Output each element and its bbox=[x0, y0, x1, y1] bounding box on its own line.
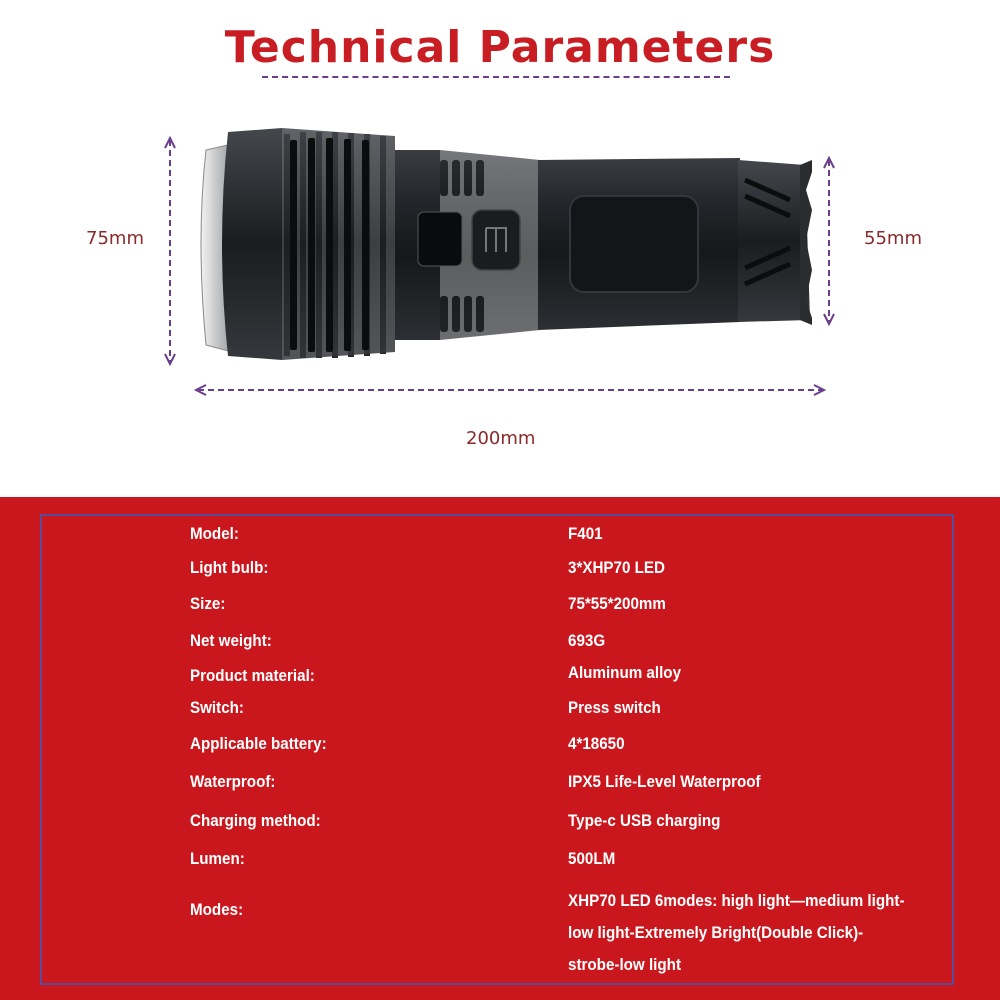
spec-value-lumen: 500LM bbox=[568, 850, 616, 868]
tail-dimension-arrow bbox=[824, 158, 834, 324]
product-image-section bbox=[0, 0, 1000, 497]
spec-label-waterproof: Waterproof: bbox=[190, 773, 276, 791]
spec-section bbox=[0, 497, 1000, 1000]
spec-label-light-bulb: Light bulb: bbox=[190, 559, 269, 577]
spec-value-material: Aluminum alloy bbox=[568, 664, 682, 682]
battery-display-icon bbox=[418, 212, 462, 266]
spec-label-modes: Modes: bbox=[190, 901, 244, 919]
spec-value-light-bulb: 3*XHP70 LED bbox=[568, 559, 666, 577]
modes-line-1: XHP70 LED 6modes: high light—medium light- bbox=[568, 892, 905, 910]
spec-label-battery: Applicable battery: bbox=[190, 735, 327, 753]
spec-value-modes bbox=[568, 885, 905, 981]
spec-label-switch: Switch: bbox=[190, 699, 244, 717]
spec-value-model: F401 bbox=[568, 525, 603, 543]
spec-label-net-weight: Net weight: bbox=[190, 632, 272, 650]
spec-label-charging: Charging method: bbox=[190, 812, 321, 830]
length-dimension-label: 200mm bbox=[466, 428, 536, 449]
spec-label-lumen: Lumen: bbox=[190, 850, 245, 868]
tail-dimension-label: 55mm bbox=[864, 228, 922, 249]
height-dimension-label: 75mm bbox=[86, 228, 144, 249]
height-dimension-arrow bbox=[165, 138, 175, 364]
spec-value-net-weight: 693G bbox=[568, 632, 606, 650]
spec-value-charging: Type-c USB charging bbox=[568, 812, 721, 830]
modes-line-3: strobe-low light bbox=[568, 956, 682, 974]
modes-line-2: low light-Extremely Bright(Double Click)- bbox=[568, 924, 864, 942]
page-title: Technical Parameters bbox=[224, 22, 776, 73]
spec-label-material: Product material: bbox=[190, 667, 315, 685]
flashlight-illustration bbox=[0, 0, 1000, 497]
spec-value-size: 75*55*200mm bbox=[568, 595, 666, 613]
spec-value-waterproof: IPX5 Life-Level Waterproof bbox=[568, 773, 761, 791]
spec-label-size: Size: bbox=[190, 595, 226, 613]
spec-value-battery: 4*18650 bbox=[568, 735, 625, 753]
length-dimension-arrow bbox=[196, 385, 824, 395]
spec-value-switch: Press switch bbox=[568, 699, 661, 717]
spec-label-model: Model: bbox=[190, 525, 239, 543]
